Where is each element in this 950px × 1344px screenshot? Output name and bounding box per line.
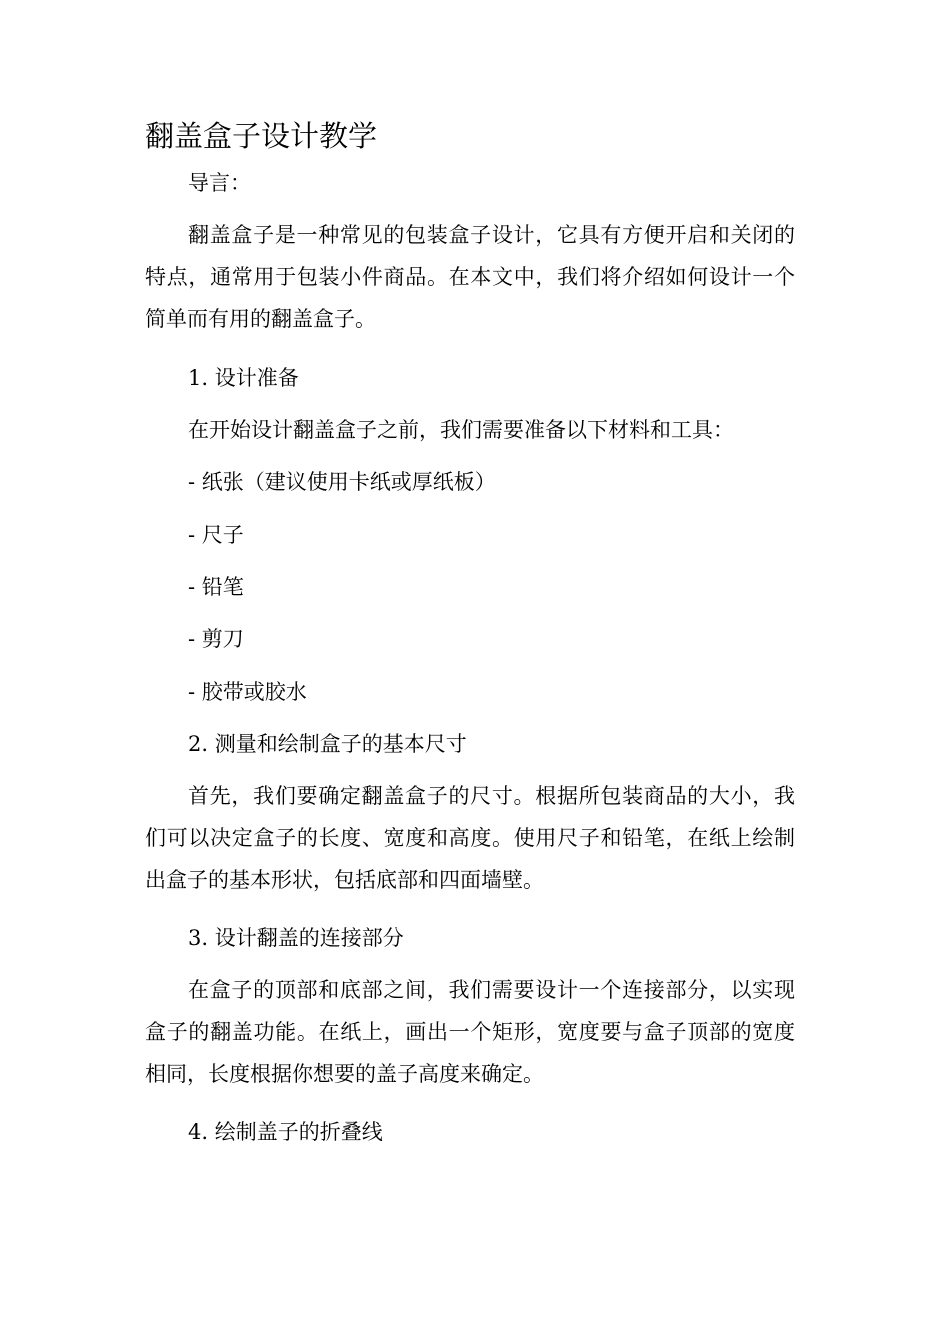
intro-paragraph: 翻盖盒子是一种常见的包装盒子设计，它具有方便开启和关闭的特点，通常用于包装小件商品。在本文中，我们将介绍如何设计一个简单而有用的翻盖盒子。	[145, 223, 795, 331]
document-title: 翻盖盒子设计教学	[145, 119, 378, 153]
section2-heading: 2. 测量和绘制盒子的基本尺寸	[188, 732, 467, 756]
section4-heading: 4. 绘制盖子的折叠线	[188, 1120, 383, 1144]
list-item-paper: - 纸张（建议使用卡纸或厚纸板）	[188, 470, 496, 494]
list-item-pencil: - 铅笔	[188, 575, 244, 599]
section3-heading: 3. 设计翻盖的连接部分	[188, 926, 404, 950]
list-item-tape-glue: - 胶带或胶水	[188, 680, 307, 704]
section3-paragraph: 在盒子的顶部和底部之间，我们需要设计一个连接部分，以实现盒子的翻盖功能。在纸上，画出一个矩形，宽度要与盒子顶部的宽度相同，长度根据你想要的盖子高度来确定。	[145, 978, 795, 1086]
section2-paragraph: 首先，我们要确定翻盖盒子的尺寸。根据所包装商品的大小，我们可以决定盒子的长度、宽度和高度。使用尺子和铅笔，在纸上绘制出盒子的基本形状，包括底部和四面墙壁。	[145, 784, 795, 892]
list-item-scissors: - 剪刀	[188, 627, 244, 651]
list-item-ruler: - 尺子	[188, 523, 244, 547]
section1-lead: 在开始设计翻盖盒子之前，我们需要准备以下材料和工具：	[188, 418, 734, 442]
intro-label: 导言：	[188, 171, 251, 195]
section1-heading: 1. 设计准备	[188, 366, 299, 390]
